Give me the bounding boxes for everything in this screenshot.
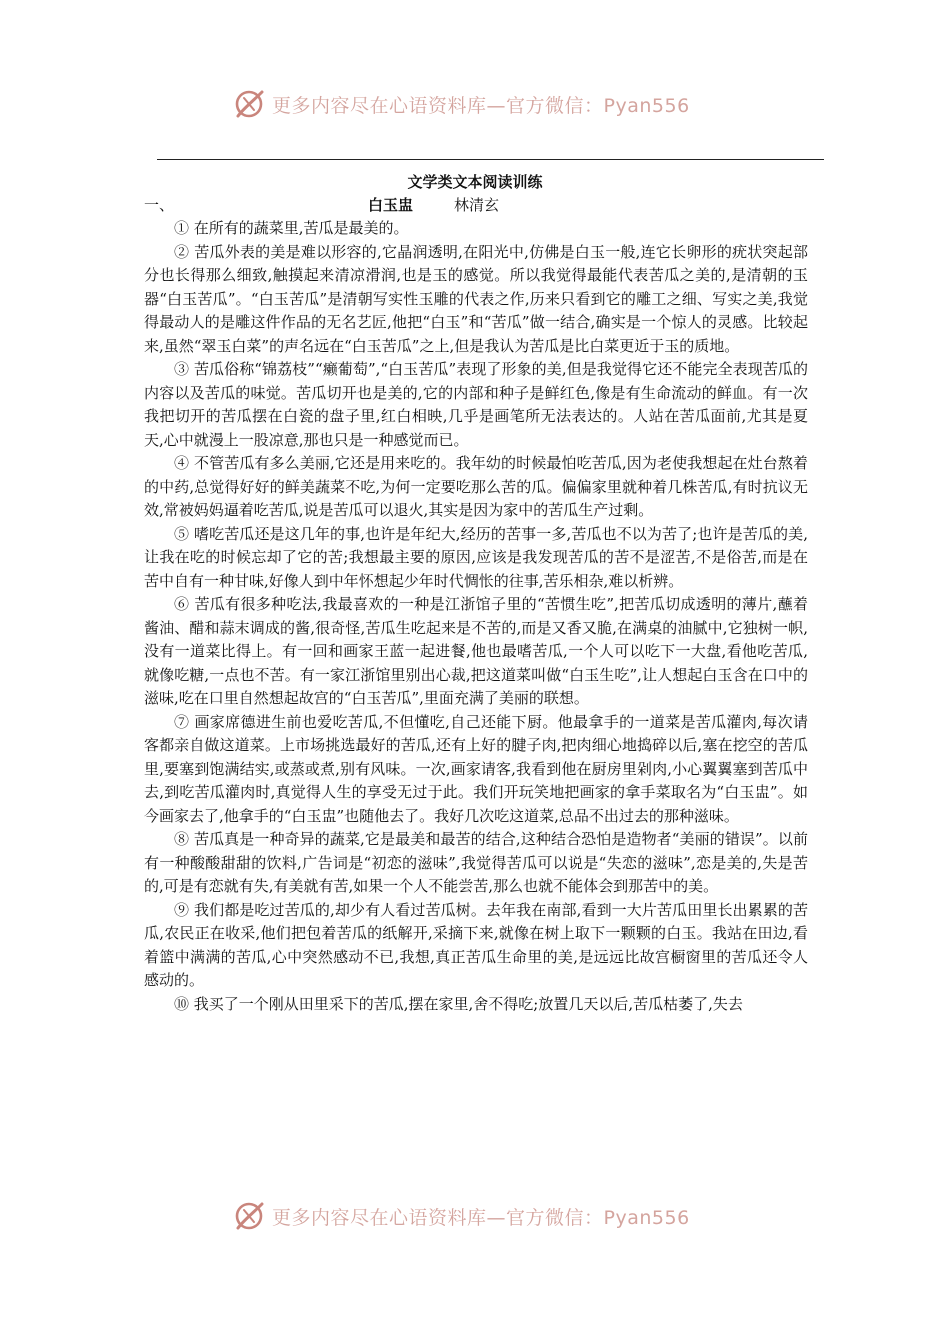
paragraph-1: ① 在所有的蔬菜里,苦瓜是最美的。 [174,219,409,237]
section-heading [144,194,824,216]
brush-seal-icon [232,86,268,122]
brush-seal-icon [232,1198,268,1234]
paragraph-6: ⑥ 苦瓜有很多种吃法,我最喜欢的一种是江浙馆子里的“苦惯生吃”,把苦瓜切成透明的薄片,蘸着酱油、醋和蒜末调成的酱,很奇怪,苦瓜生吃起来是不苦的,而是又香又脆,在满桌的油腻中,它独树一帜,没有一道菜比得上。有一回和画家王蓝一起进餐,他也最嗜苦瓜,一个人可以吃下一大盘,看他吃苦瓜,就像吃糖,一点也不苦。有一家江浙馆里别出心裁,把这道菜叫做“白玉生吃”,让人想起白玉含在口中的滋味,吃在口里自然想起故宫的“白玉苦瓜”,里面充满了美丽的联想。 [144,595,808,707]
paragraph-8: ⑧ 苦瓜真是一种奇异的蔬菜,它是最美和最苦的结合,这种结合恐怕是造物者“美丽的错误”。以前有一种酸酸甜甜的饮料,广告词是“初恋的滋味”,我觉得苦瓜可以说是“失恋的滋味”,恋是美的,失是苦的,可是有恋就有失,有美就有苦,如果一个人不能尝苦,那么也就不能体会到那苦中的美。 [144,830,808,895]
story-title: 白玉盅 [368,196,414,214]
paragraph-3: ③ 苦瓜俗称“锦荔枝”“癞葡萄”,“白玉苦瓜”表现了形象的美,但是我觉得它还不能完全表现苦瓜的内容以及苦瓜的味觉。苦瓜切开也是美的,它的内部和种子是鲜红色,像是有生命流动的鲜血。有一次我把切开的苦瓜摆在白瓷的盘子里,红白相映,几乎是画笔所无法表达的。人站在苦瓜面前,尤其是夏天,心中就漫上一股凉意,那也只是一种感觉而已。 [144,360,808,449]
paragraph-2: ② 苦瓜外表的美是难以形容的,它晶润透明,在阳光中,仿佛是白玉一般,连它长卵形的疣状突起部分也长得那么细致,触摸起来清凉滑润,也是玉的感觉。所以我觉得最能代表苦瓜之美的,是清朝的玉器“白玉苦瓜”。“白玉苦瓜”是清朝写实性玉雕的代表之作,历来只看到它的雕工之细、写实之美,我觉得最动人的是雕这件作品的无名艺匠,他把“白玉”和“苦瓜”做一结合,确实是一个惊人的灵感。比较起来,虽然“翠玉白菜”的声名远在“白玉苦瓜”之上,但是我认为苦瓜是比白菜更近于玉的质地。 [144,242,808,355]
watermark-text: 更多内容尽在心语资料库—官方微信：Pyan556 [272,94,690,117]
section-number: 一、 [144,196,175,214]
header-divider [157,159,824,160]
paragraph-7: ⑦ 画家席德进生前也爱吃苦瓜,不但懂吃,自己还能下厨。他最拿手的一道菜是苦瓜灌肉,每次请客都亲自做这道菜。上市场挑选最好的苦瓜,还有上好的腱子肉,把肉细心地捣碎以后,塞在挖空的苦瓜里,要塞到饱满结实,或蒸或煮,别有风味。一次,画家请客,我看到他在厨房里剁肉,小心翼翼塞到苦瓜中去,到吃苦瓜灌肉时,真觉得人生的享受无过于此。我们开玩笑地把画家的拿手菜取名为“白玉盅”。如今画家去了,他拿手的“白玉盅”也随他去了。我好几次吃这道菜,总品不出过去的那种滋味。 [144,712,808,825]
article-body [144,217,808,1016]
watermark-banner-top [232,84,690,124]
paragraph-10: ⑩ 我买了一个刚从田里采下的苦瓜,摆在家里,舍不得吃;放置几天以后,苦瓜枯萎了,失去 [174,994,743,1013]
story-author: 林清玄 [454,196,500,214]
document-title: 文学类文本阅读训练 [407,173,543,191]
watermark-banner-bottom [232,1196,690,1236]
paragraph-5: ⑤ 嗜吃苦瓜还是这几年的事,也许是年纪大,经历的苦事一多,苦瓜也不以为苦了;也许是苦瓜的美,让我在吃的时候忘却了它的苦;我想最主要的原因,应该是我发现苦瓜的苦不是涩苦,不是俗苦,而是在苦中自有一种甘味,好像人到中年怀想起少年时代惆怅的往事,苦乐相杂,难以析辨。 [144,524,808,590]
watermark-text: 更多内容尽在心语资料库—官方微信：Pyan556 [272,1206,690,1229]
paragraph-4: ④ 不管苦瓜有多么美丽,它还是用来吃的。我年幼的时候最怕吃苦瓜,因为老使我想起在灶台熬着的中药,总觉得好好的鲜美蔬菜不吃,为何一定要吃那么苦的瓜。偏偏家里就种着几株苦瓜,有时抗议无效,常被妈妈逼着吃苦瓜,说是苦瓜可以退火,其实是因为家中的苦瓜生产过剩。 [144,454,808,519]
paragraph-9: ⑨ 我们都是吃过苦瓜的,却少有人看过苦瓜树。去年我在南部,看到一大片苦瓜田里长出累累的苦瓜,农民正在收采,他们把包着苦瓜的纸解开,采摘下来,就像在树上取下一颗颗的白玉。我站在田边,看着篮中满满的苦瓜,心中突然感动不已,我想,真正苦瓜生命里的美,是远远比故宫橱窗里的苦瓜还令人感动的。 [144,900,808,989]
